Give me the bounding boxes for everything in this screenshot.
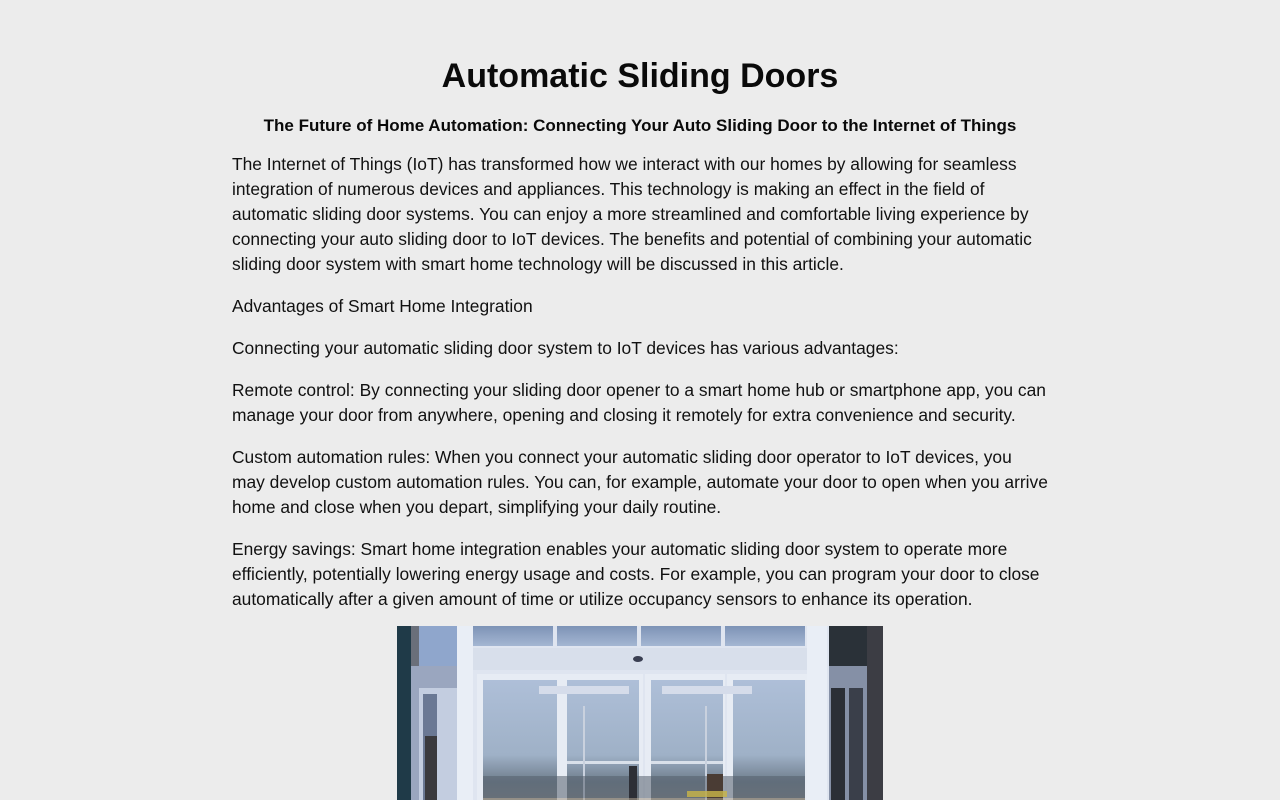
energy-savings-paragraph: Energy savings: Smart home integration enables your automatic sliding door system to operate more efficiently, potentially lowering energy usage and costs. For example, you can program your door to close automatically after a given amount of time or utilize occupancy sensors to enhance its operation. — [232, 539, 1040, 609]
section-heading-advantages: Advantages of Smart Home Integration — [232, 296, 533, 316]
sliding-door-illustration — [397, 626, 883, 800]
intro-paragraph: The Internet of Things (IoT) has transformed how we interact with our homes by allowing for seamless integration of numerous devices and appliances. This technology is making an effect in the field of automatic sliding door systems. You can enjoy a more streamlined and comfortable living experience by connecting your auto sliding door to IoT devices. The benefits and potential of combining your automatic sliding door system with smart home technology will be discussed in this article. — [232, 154, 1032, 274]
remote-control-paragraph: Remote control: By connecting your sliding door opener to a smart home hub or smartphone app, you can manage your door from anywhere, opening and closing it remotely for extra convenience and security. — [232, 380, 1046, 425]
page-title: Automatic Sliding Doors — [441, 57, 839, 95]
custom-automation-paragraph: Custom automation rules: When you connect your automatic sliding door operator to IoT devices, you may develop custom automation rules. You can, for example, automate your door to open when you arrive home and close when you depart, simplifying your daily routine. — [232, 447, 1048, 517]
article-subtitle: The Future of Home Automation: Connecting Your Auto Sliding Door to the Internet of Things — [263, 116, 1017, 135]
sliding-door-image — [397, 626, 883, 800]
advantages-intro-paragraph: Connecting your automatic sliding door system to IoT devices has various advantages: — [232, 338, 899, 358]
article — [232, 0, 1048, 800]
